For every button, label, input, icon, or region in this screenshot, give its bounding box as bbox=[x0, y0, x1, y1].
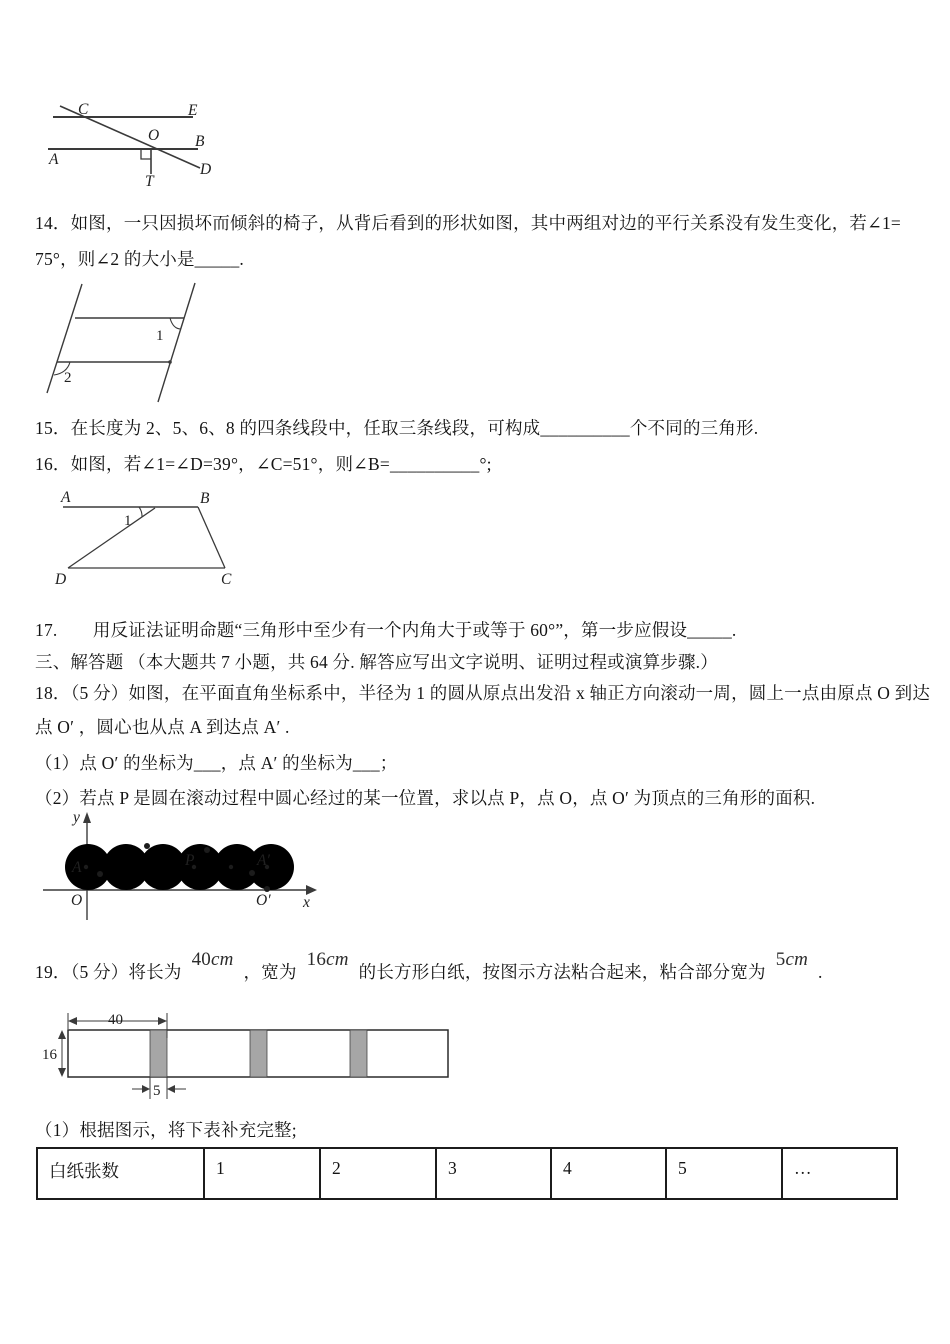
angle2-label: 2 bbox=[64, 370, 72, 386]
point-label-D: D bbox=[200, 161, 212, 178]
q19-seg1: 19．（5 分）将长为 bbox=[35, 962, 182, 982]
center-label-A-prime: A′ bbox=[257, 852, 270, 869]
table-row bbox=[37, 1148, 897, 1199]
point-label-C: C bbox=[221, 571, 232, 588]
figure-parallel-transversal bbox=[40, 88, 220, 188]
table-cell-ellipsis: … bbox=[782, 1148, 897, 1199]
point-label-E: E bbox=[188, 102, 198, 119]
point-label-T: T bbox=[145, 173, 154, 188]
q19-part1-text: （1）根据图示，将下表补充完整; bbox=[35, 1120, 297, 1140]
table-cell-5: 5 bbox=[666, 1148, 782, 1199]
q17-text: 17. 用反证法证明命题“三角形中至少有一个内角大于或等于 60°”，第一步应假设_____. bbox=[35, 620, 737, 640]
right-angle-mark bbox=[141, 149, 151, 159]
section3-header: 三、解答题 （本大题共 7 小题，共 64 分. 解答应写出文字说明、证明过程或演算步骤.） bbox=[35, 652, 718, 672]
glue-strip-1 bbox=[150, 1030, 167, 1077]
rim-dot-4 bbox=[249, 870, 255, 876]
figure-rolling-circle bbox=[35, 808, 355, 933]
angle1-label: 1 bbox=[124, 513, 132, 529]
length-number: 40 bbox=[191, 949, 211, 970]
q19-length-value bbox=[192, 948, 234, 971]
figure-paper-strips bbox=[40, 1008, 480, 1103]
table-cell-1: 1 bbox=[204, 1148, 320, 1199]
figure-tilted-chair bbox=[40, 278, 215, 408]
axis-label-y: y bbox=[73, 809, 80, 826]
rim-dot-2 bbox=[144, 843, 150, 849]
q19-width-value bbox=[307, 948, 349, 971]
width-number: 16 bbox=[306, 949, 327, 970]
glue-strip-2 bbox=[250, 1030, 267, 1077]
q18-text-line1: 18．（5 分）如图，在平面直角坐标系中，半径为 1 的圆从原点出发沿 x 轴正方向滚动一周，圆上一点由原点 O 到达 bbox=[35, 683, 931, 703]
center-dot-4 bbox=[229, 865, 233, 869]
dim16-arrowhead-bottom bbox=[58, 1068, 66, 1077]
width-unit: cm bbox=[326, 949, 349, 970]
point-label-A: A bbox=[49, 151, 59, 168]
q19-seg2: ，宽为 bbox=[243, 962, 297, 982]
dim40-arrowhead-left bbox=[68, 1017, 77, 1025]
angle1-arc bbox=[170, 318, 181, 329]
glue-strip-3 bbox=[350, 1030, 367, 1077]
center-dot-A bbox=[84, 865, 88, 869]
dim5-arrowhead-right bbox=[167, 1085, 175, 1093]
q14-text-line2: 75°，则∠2 的大小是_____. bbox=[35, 249, 245, 269]
rim-dot-3 bbox=[204, 847, 210, 853]
origin-label-O: O bbox=[71, 892, 83, 909]
point-label-B: B bbox=[200, 490, 210, 507]
diagonal-line bbox=[68, 508, 155, 568]
axis-label-x: x bbox=[303, 894, 310, 911]
q18-part2: （2）若点 P 是圆在滚动过程中圆心经过的某一位置，求以点 P，点 O，点 O′ 为顶点的三角形的面积. bbox=[35, 788, 816, 808]
dim5-arrowhead-left bbox=[142, 1085, 150, 1093]
glue-unit: cm bbox=[785, 949, 808, 970]
q19-seg3: 的长方形白纸，按图示方法粘合起来，粘合部分宽为 bbox=[358, 962, 766, 982]
right-slant-line bbox=[158, 283, 195, 402]
q15-text: 15．在长度为 2、5、6、8 的四条线段中，任取三条线段，可构成__________个不同的三角形. bbox=[35, 418, 759, 438]
y-axis-arrowhead bbox=[83, 812, 91, 823]
center-label-A: A bbox=[72, 859, 82, 876]
dim-glue-label: 5 bbox=[153, 1083, 161, 1099]
point-label-B: B bbox=[195, 133, 205, 150]
dim-length-label: 40 bbox=[108, 1012, 123, 1028]
q19-glue-value bbox=[776, 948, 808, 971]
end-circle bbox=[248, 844, 294, 890]
rim-dot-1 bbox=[97, 871, 103, 877]
dim40-arrowhead-right bbox=[158, 1017, 167, 1025]
q19-seg4: . bbox=[818, 962, 823, 982]
table-cell-2: 2 bbox=[320, 1148, 436, 1199]
point-label-O: O bbox=[148, 127, 160, 144]
figure-trapezoid bbox=[30, 485, 260, 590]
dim-height-label: 16 bbox=[42, 1047, 57, 1063]
angle1-label: 1 bbox=[156, 328, 164, 344]
length-unit: cm bbox=[210, 949, 234, 970]
angle1-arc bbox=[139, 507, 142, 517]
q14-text-line1: 14．如图，一只因损坏而倾斜的椅子，从背后看到的形状如图，其中两组对边的平行关系没有发生变化，若∠1= bbox=[35, 213, 901, 233]
q18-part1: （1）点 O′ 的坐标为___，点 A′ 的坐标为___； bbox=[35, 753, 398, 773]
table-cell-3: 3 bbox=[436, 1148, 551, 1199]
dim16-arrowhead-top bbox=[58, 1030, 66, 1039]
side-line-BC bbox=[198, 507, 225, 568]
q16-text: 16．如图，若∠1=∠D=39°，∠C=51°，则∠B=__________°; bbox=[35, 454, 492, 474]
glue-number: 5 bbox=[775, 949, 786, 970]
q19-text bbox=[35, 949, 823, 984]
point-label-A: A bbox=[61, 489, 71, 506]
table-header-cell: 白纸张数 bbox=[37, 1148, 204, 1199]
q18-text-line2: 点 O′ ，圆心也从点 A 到达点 A′ . bbox=[35, 717, 290, 737]
table-cell-4: 4 bbox=[551, 1148, 666, 1199]
point-label-C: C bbox=[78, 101, 89, 118]
fill-in-table bbox=[36, 1147, 898, 1200]
rail-endpoint-dot bbox=[168, 360, 172, 364]
point-label-O-prime: O′ bbox=[256, 892, 271, 909]
point-label-D: D bbox=[55, 571, 67, 588]
center-label-P: P bbox=[185, 852, 195, 869]
